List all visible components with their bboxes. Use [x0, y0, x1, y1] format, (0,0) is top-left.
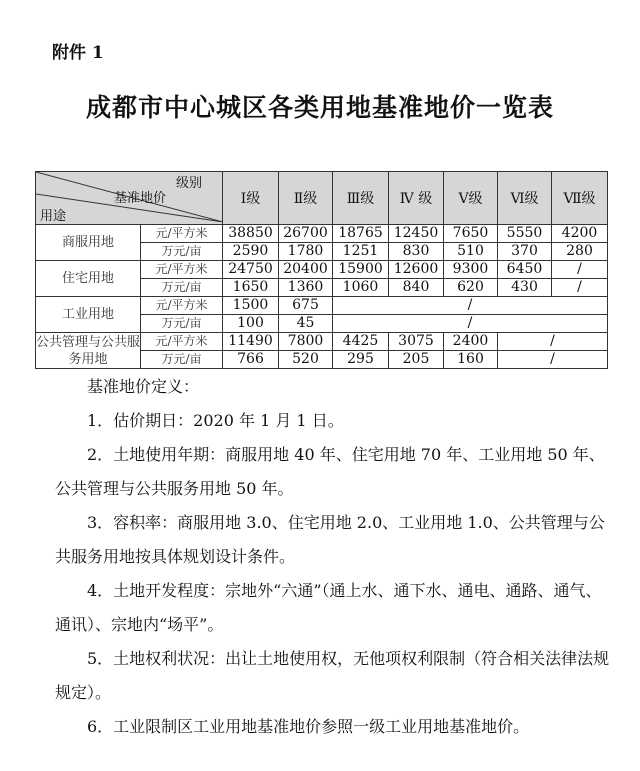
definition-item: 1．估价期日：2020 年 1 月 1 日。 — [87, 411, 344, 430]
definitions-heading: 基准地价定义： — [87, 377, 200, 396]
price-cell: 7800 — [279, 333, 333, 351]
table-row — [36, 333, 608, 351]
price-cell: 205 — [389, 351, 444, 369]
price-cell: 18765 — [333, 225, 389, 243]
price-cell: 1500 — [223, 297, 279, 315]
price-cell: 26700 — [279, 225, 333, 243]
price-cell: 295 — [333, 351, 389, 369]
definitions — [55, 370, 610, 744]
page-title: 成都市中心城区各类用地基准地价一览表 — [85, 93, 554, 122]
price-cell: 100 — [223, 315, 279, 333]
attachment-label: 附件 1 — [52, 43, 104, 63]
table-header-row — [36, 172, 608, 225]
price-cell: 2400 — [444, 333, 498, 351]
corner-use-label: 用途 — [40, 209, 67, 224]
price-cell: 45 — [279, 315, 333, 333]
grade-header: Ⅳ 级 — [389, 172, 444, 225]
price-cell: 20400 — [279, 261, 333, 279]
price-cell: 15900 — [333, 261, 389, 279]
price-cell: 6450 — [498, 261, 552, 279]
price-cell: 5550 — [498, 225, 552, 243]
price-cell: 520 — [279, 351, 333, 369]
definition-item: 3．容积率：商服用地 3.0、住宅用地 2.0、工业用地 1.0、公共管理与公共服务用地按具体规划设计条件。 — [55, 513, 605, 566]
table-row — [36, 225, 608, 243]
price-cell: 12600 — [389, 261, 444, 279]
unit-cell: 元/平方米 — [141, 261, 223, 279]
price-cell: 1650 — [223, 279, 279, 297]
land-use-cell: 公共管理与公共服务用地 — [36, 334, 141, 367]
grade-header: Ⅶ级 — [552, 172, 608, 225]
price-cell: 12450 — [389, 225, 444, 243]
price-cell: 1251 — [333, 243, 389, 261]
definition-item: 2．土地使用年期：商服用地 40 年、住宅用地 70 年、工业用地 50 年、公共管理与公共服务用地 50 年。 — [55, 445, 605, 498]
table-row — [36, 261, 608, 279]
price-cell: 9300 — [444, 261, 498, 279]
price-cell: 2590 — [223, 243, 279, 261]
corner-price-label: 基准地价 — [114, 191, 167, 206]
price-cell: 620 — [444, 279, 498, 297]
definition-item: 4．土地开发程度：宗地外“六通”（通上水、通下水、通电、通路、通气、通讯）、宗地内“场平”。 — [55, 581, 602, 634]
land-use-cell: 商服用地 — [36, 225, 141, 261]
land-use-cell: 住宅用地 — [36, 261, 141, 297]
corner-header — [36, 172, 223, 225]
unit-cell: 元/平方米 — [141, 225, 223, 243]
price-cell: 24750 — [223, 261, 279, 279]
price-cell: 675 — [279, 297, 333, 315]
price-cell: 38850 — [223, 225, 279, 243]
price-cell: 430 — [498, 279, 552, 297]
price-cell: 4200 — [552, 225, 608, 243]
price-cell: 3075 — [389, 333, 444, 351]
grade-header: Ⅰ级 — [223, 172, 279, 225]
land-price-table — [35, 171, 608, 369]
table-row — [36, 297, 608, 315]
unit-cell: 万元/亩 — [141, 279, 223, 297]
unit-cell: 万元/亩 — [141, 243, 223, 261]
price-cell: 280 — [552, 243, 608, 261]
unit-cell: 万元/亩 — [141, 351, 223, 369]
price-cell: 840 — [389, 279, 444, 297]
price-cell: 160 — [444, 351, 498, 369]
price-cell: 370 — [498, 243, 552, 261]
price-cell: / — [498, 351, 608, 369]
price-cell: 766 — [223, 351, 279, 369]
price-cell: 11490 — [223, 333, 279, 351]
grade-header: Ⅱ级 — [279, 172, 333, 225]
unit-cell: 元/平方米 — [141, 297, 223, 315]
unit-cell: 元/平方米 — [141, 333, 223, 351]
price-cell: / — [552, 261, 608, 279]
grade-header: Ⅴ级 — [444, 172, 498, 225]
price-cell: 4425 — [333, 333, 389, 351]
unit-cell: 万元/亩 — [141, 315, 223, 333]
definition-item: 6．工业限制区工业用地基准地价参照一级工业用地基准地价。 — [87, 717, 530, 736]
price-cell: 830 — [389, 243, 444, 261]
grade-header: Ⅲ级 — [333, 172, 389, 225]
price-cell: 1060 — [333, 279, 389, 297]
definition-item: 5．土地权利状况：出让土地使用权，无他项权利限制（符合相关法律法规规定）。 — [55, 649, 610, 702]
corner-grade-label: 级别 — [176, 176, 203, 191]
price-cell: 510 — [444, 243, 498, 261]
price-cell: / — [552, 279, 608, 297]
price-cell: / — [333, 315, 608, 333]
price-cell: 1780 — [279, 243, 333, 261]
price-cell: 1360 — [279, 279, 333, 297]
price-cell: / — [333, 297, 608, 315]
land-use-cell: 工业用地 — [36, 297, 141, 333]
grade-header: Ⅵ级 — [498, 172, 552, 225]
price-cell: / — [498, 333, 608, 351]
price-cell: 7650 — [444, 225, 498, 243]
